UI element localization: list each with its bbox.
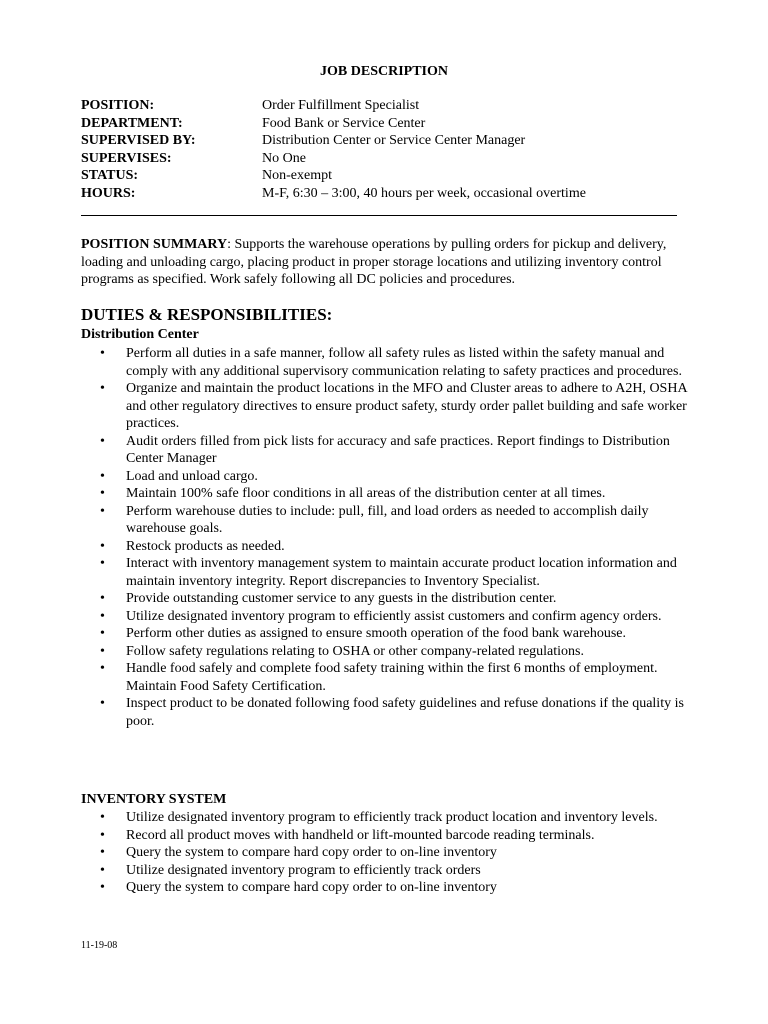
list-item-text: Follow safety regulations relating to OSHA or other company-related regulations. — [126, 643, 585, 659]
summary-label: POSITION SUMMARY — [81, 237, 228, 252]
header-value: No One — [262, 150, 306, 166]
list-item-text: Utilize designated inventory program to efficiently track orders — [126, 862, 481, 878]
list-item — [100, 625, 690, 643]
job-header-table — [81, 97, 681, 202]
list-item — [100, 660, 690, 695]
header-row-hours — [81, 185, 681, 203]
list-item-text: Audit orders filled from pick lists for accuracy and safe practices. Report findings to Distribution Center Manager — [126, 433, 670, 466]
list-item-text: Maintain 100% safe floor conditions in all areas of the distribution center at all times. — [126, 486, 606, 501]
list-item — [100, 555, 690, 590]
bullet-icon: • — [100, 880, 105, 895]
bullet-icon: • — [100, 503, 105, 519]
bullet-icon: • — [100, 468, 105, 484]
list-item-text: Perform other duties as assigned to ensure smooth operation of the food bank warehouse. — [126, 626, 626, 641]
list-item-text: Query the system to compare hard copy order to on-line inventory — [126, 845, 497, 860]
header-row-status — [81, 167, 681, 185]
list-item — [100, 827, 690, 845]
list-item-text: Organize and maintain the product locations in the MFO and Cluster areas to adhere to A2H, OSHA and other regulatory directives to ensure product safety, sturdy order pallet building and safe worker practices. — [126, 381, 687, 431]
bullet-icon: • — [100, 381, 105, 396]
list-item-text: Record all product moves with handheld or lift-mounted barcode reading terminals. — [126, 827, 595, 843]
header-label: SUPERVISED BY: — [81, 133, 196, 148]
list-item — [100, 695, 690, 730]
header-label: SUPERVISES: — [81, 150, 172, 166]
list-item-text: Provide outstanding customer service to any guests in the distribution center. — [126, 591, 557, 606]
bullet-icon: • — [100, 556, 105, 571]
list-item — [100, 433, 690, 468]
bullet-icon: • — [100, 862, 105, 878]
list-item — [100, 608, 690, 626]
separator-line — [81, 215, 677, 216]
list-item-text: Handle food safely and complete food safety training within the first 6 months of employment. Maintain Food Safety Certification. — [126, 661, 658, 694]
header-row-supervised-by — [81, 132, 681, 150]
list-item — [100, 485, 690, 503]
bullet-icon: • — [100, 696, 105, 711]
list-item — [100, 468, 690, 486]
bullet-icon: • — [100, 661, 105, 676]
list-item-text: Utilize designated inventory program to efficiently track product location and inventory levels. — [126, 810, 658, 825]
bullet-icon: • — [100, 626, 105, 641]
bullet-icon: • — [100, 538, 105, 554]
header-row-supervises — [81, 150, 681, 168]
position-summary — [81, 236, 681, 289]
distribution-center-list — [100, 345, 690, 730]
summary-text: : Supports the warehouse operations by pulling orders for pickup and delivery, loading and unloading cargo, placing product in proper storage locations and utilizing inventory control programs as specified. Work safely following all DC policies and procedures. — [81, 237, 667, 287]
header-value: Order Fulfillment Specialist — [262, 98, 420, 113]
header-label: HOURS: — [81, 185, 136, 201]
bullet-icon: • — [100, 845, 105, 860]
header-label: POSITION: — [81, 98, 155, 113]
list-item-text: Load and unload cargo. — [126, 468, 258, 484]
list-item — [100, 503, 690, 538]
bullet-icon: • — [100, 643, 105, 659]
header-row-position — [81, 97, 681, 115]
header-value: Food Bank or Service Center — [262, 115, 426, 131]
bullet-icon: • — [100, 810, 105, 825]
list-item-text: Inspect product to be donated following food safety guidelines and refuse donations if the quality is poor. — [126, 696, 684, 729]
list-item — [100, 643, 690, 661]
duties-heading: DUTIES & RESPONSIBILITIES: — [81, 305, 333, 324]
header-value: Non-exempt — [262, 168, 332, 183]
document-title: JOB DESCRIPTION — [320, 64, 448, 79]
distribution-center-heading: Distribution Center — [81, 327, 199, 342]
bullet-icon: • — [100, 591, 105, 606]
header-value: Distribution Center or Service Center Manager — [262, 133, 526, 148]
list-item — [100, 879, 690, 897]
header-value: M-F, 6:30 – 3:00, 40 hours per week, occasional overtime — [262, 185, 586, 201]
header-label: STATUS: — [81, 168, 139, 183]
list-item-text: Interact with inventory management system to maintain accurate product location information and maintain inventory integrity. Report discrepancies to Inventory Specialist. — [126, 556, 677, 589]
list-item — [100, 380, 690, 433]
list-item — [100, 538, 690, 556]
list-item-text: Perform all duties in a safe manner, follow all safety rules as listed within the safety manual and comply with any additional supervisory communication relating to safety practices and procedures. — [126, 346, 682, 379]
list-item-text: Utilize designated inventory program to efficiently assist customers and confirm agency orders. — [126, 608, 662, 624]
bullet-icon: • — [100, 486, 105, 501]
inventory-system-list — [100, 809, 690, 897]
list-item-text: Perform warehouse duties to include: pull, fill, and load orders as needed to accomplish daily warehouse goals. — [126, 503, 649, 536]
bullet-icon: • — [100, 608, 105, 624]
header-row-department — [81, 115, 681, 133]
list-item-text: Restock products as needed. — [126, 538, 285, 554]
bullet-icon: • — [100, 827, 105, 843]
bullet-icon: • — [100, 433, 105, 449]
bullet-icon: • — [100, 346, 105, 361]
list-item — [100, 862, 690, 880]
list-item-text: Query the system to compare hard copy order to on-line inventory — [126, 880, 497, 895]
footer-date: 11-19-08 — [81, 940, 118, 951]
inventory-system-heading: INVENTORY SYSTEM — [81, 792, 227, 807]
header-label: DEPARTMENT: — [81, 115, 183, 131]
list-item — [100, 844, 690, 862]
list-item — [100, 590, 690, 608]
list-item — [100, 809, 690, 827]
list-item — [100, 345, 690, 380]
